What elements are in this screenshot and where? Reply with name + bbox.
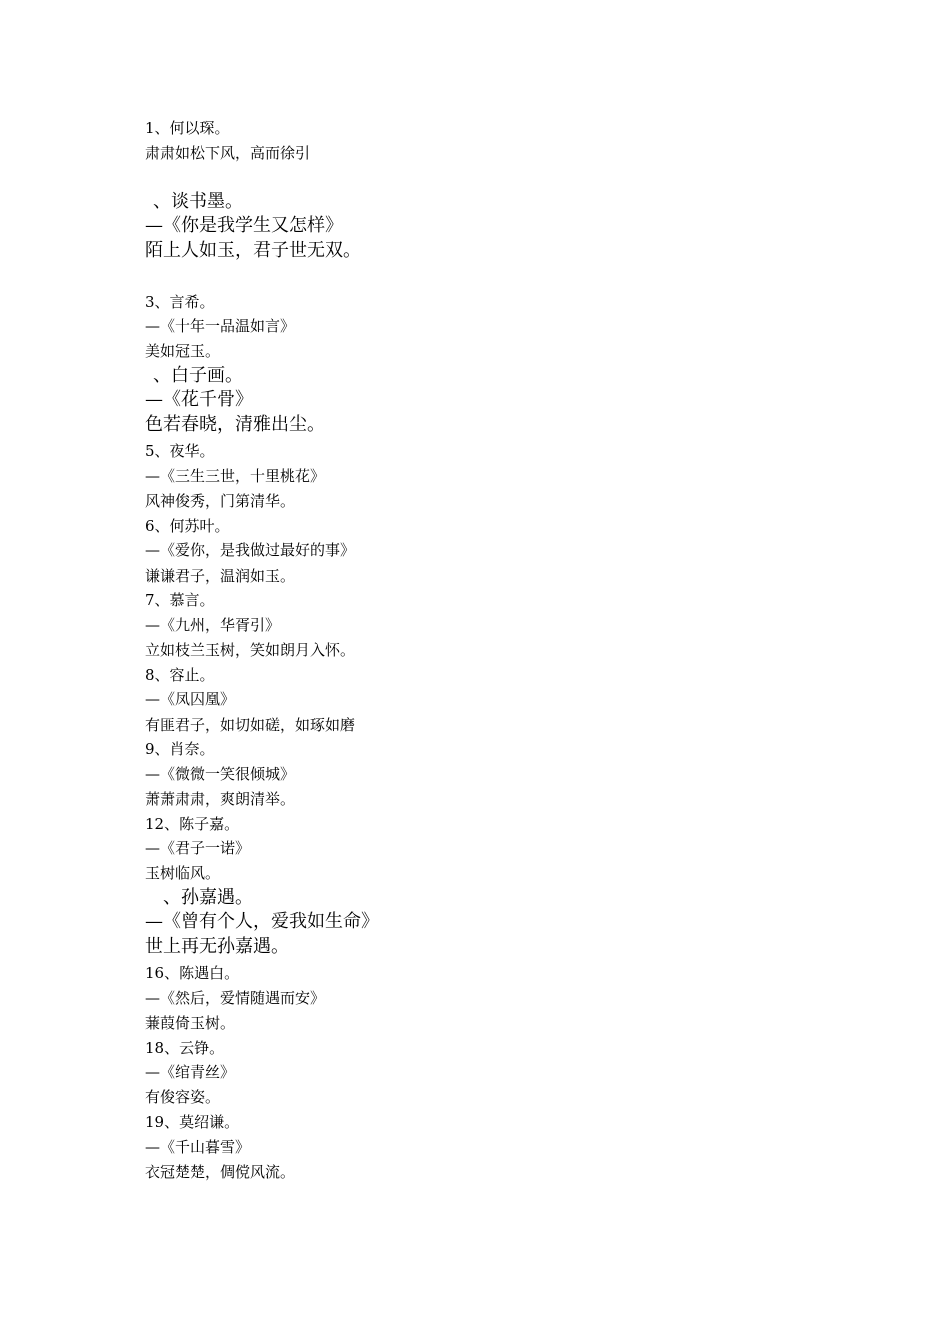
entry-9-source: —《微微一笑很倾城》: [145, 765, 296, 783]
entry-8-source: —《凤囚凰》: [145, 690, 236, 708]
entry-12-source: —《君子一诺》: [145, 839, 251, 857]
entry-19-title: 19、莫绍谦。: [145, 1113, 240, 1131]
entry-4-title: 、白子画。: [153, 365, 243, 386]
entry-2-source: —《你是我学生又怎样》: [145, 215, 343, 236]
entry-19-quote: 衣冠楚楚，倜傥风流。: [145, 1163, 296, 1181]
entry-1-title: 1、何以琛。: [145, 119, 230, 137]
entry-7-title: 7、慕言。: [145, 591, 215, 609]
entry-16-title: 16、陈遇白。: [145, 964, 240, 982]
entry-18-title: 18、云铮。: [145, 1039, 225, 1057]
entry-18-source: —《绾青丝》: [145, 1063, 236, 1081]
entry-3-quote: 美如冠玉。: [145, 342, 221, 360]
entry-16-source: —《然后，爱情随遇而安》: [145, 989, 326, 1007]
entry-9-quote: 萧萧肃肃，爽朗清举。: [145, 790, 296, 808]
entry-19-source: —《千山暮雪》: [145, 1138, 251, 1156]
entry-2-quote: 陌上人如玉，君子世无双。: [145, 240, 361, 261]
entry-16-quote: 蒹葭倚玉树。: [145, 1014, 236, 1032]
entry-4-source: —《花千骨》: [145, 389, 253, 410]
entry-13-source: —《曾有个人，爱我如生命》: [145, 911, 379, 932]
entry-6-quote: 谦谦君子，温润如玉。: [145, 567, 296, 585]
entry-5-source: —《三生三世，十里桃花》: [145, 467, 326, 485]
entry-2-title: 、谈书墨。: [153, 191, 243, 212]
entry-8-quote: 有匪君子，如切如磋，如琢如磨: [145, 716, 356, 734]
entry-13-title: 、孙嘉遇。: [163, 887, 253, 908]
entry-3-title: 3、言希。: [145, 293, 215, 311]
entry-3-source: —《十年一品温如言》: [145, 317, 296, 335]
entry-9-title: 9、肖奈。: [145, 740, 215, 758]
entry-8-title: 8、容止。: [145, 666, 215, 684]
entry-6-source: —《爱你，是我做过最好的事》: [145, 541, 356, 559]
entry-5-title: 5、夜华。: [145, 442, 215, 460]
entry-12-title: 12、陈子嘉。: [145, 815, 240, 833]
entry-7-quote: 立如枝兰玉树，笑如朗月入怀。: [145, 641, 356, 659]
entry-1-quote: 肃肃如松下风，高而徐引: [145, 144, 311, 162]
entry-5-quote: 风神俊秀，门第清华。: [145, 492, 296, 510]
entry-18-quote: 有俊容姿。: [145, 1088, 221, 1106]
entry-12-quote: 玉树临风。: [145, 864, 221, 882]
entry-13-quote: 世上再无孙嘉遇。: [145, 936, 289, 957]
entry-4-quote: 色若春晓，清雅出尘。: [145, 414, 325, 435]
entry-7-source: —《九州，华胥引》: [145, 616, 281, 634]
entry-6-title: 6、何苏叶。: [145, 517, 230, 535]
